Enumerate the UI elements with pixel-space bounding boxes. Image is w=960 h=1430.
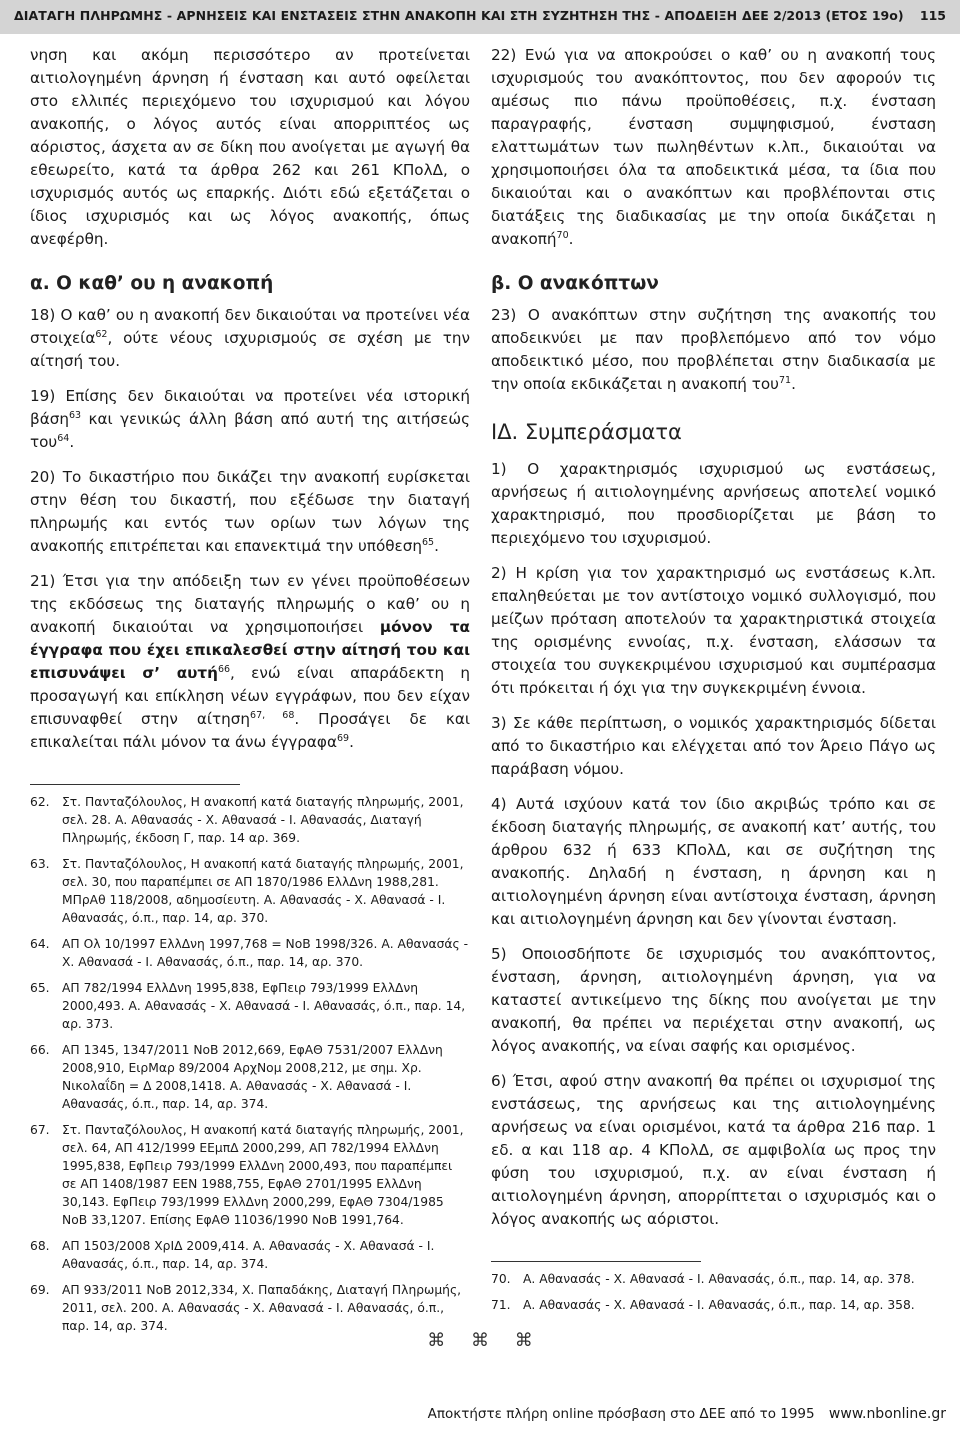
footer-text: Αποκτήστε πλήρη online πρόσβαση στο ΔΕΕ από το 1995	[427, 1406, 815, 1422]
section-ornaments	[0, 1330, 960, 1351]
p23-text: 23) Ο ανακόπτων στην συζήτηση της ανακοπής του αποδεικνύει με παν προβλεπόμενο από τον νόμο αποδεικτικό μέσο, που προβλέπεται στην διαδικασία με την οποία εκδικάζεται η ανακοπή του	[491, 306, 936, 393]
footnote	[30, 793, 470, 847]
conclusion-3: 3) Σε κάθε περίπτωση, ο νομικός χαρακτηρισμός δίδεται από το δικαστήριο και ελέγχεται από τον Άρειο Πάγο ως παράβαση νόμου.	[491, 714, 936, 778]
footnote	[30, 1237, 470, 1273]
footnote-divider	[491, 1261, 701, 1262]
p22-end: .	[568, 230, 574, 248]
paragraph-18	[30, 304, 470, 373]
footnote-ref-64[interactable]: 64	[57, 432, 70, 444]
footnotes-left	[30, 793, 470, 1335]
footnote-ref-62[interactable]: 62	[95, 328, 108, 340]
paragraph-22	[491, 44, 936, 251]
footnote-divider	[30, 784, 240, 785]
footnote-number: 70.	[491, 1272, 511, 1286]
paragraph-20	[30, 466, 470, 558]
footnote-ref-67-68[interactable]: 67, 68	[250, 709, 295, 721]
p19-text: 19) Επίσης δεν δικαιούται να προτείνει νέα ιστορική βάση	[30, 387, 470, 428]
conclusions-heading: ΙΔ. Συμπεράσματα	[491, 420, 682, 444]
footer-promo	[428, 1406, 946, 1422]
p20-end: .	[434, 537, 439, 555]
p22-text: 22) Ενώ για να αποκρούσει ο καθ’ ου η ανακοπή τους ισχυρισμούς του ανακόπτοντος, που δεν αφορούν τις αμέσως πιο πάνω προϋποθέσεις, π.χ. ένσταση παραγραφής, ένσταση συμψηφισμού, ένσταση ελαττωμάτων των πωληθέντων κ.λπ., δικαιούται να χρησιμοποιήσει όλα τα αποδεικτικά μέσα, τα ίδια που δικαιούται και ο ανακόπτων και προβλέπονται στις διατάξεις της διαδικασίας με την οποία δικάζεται η ανακοπή	[491, 46, 936, 248]
footnote-ref-66[interactable]: 66	[217, 663, 231, 675]
footnote-number: 62.	[30, 795, 50, 809]
p19-end: .	[69, 433, 75, 451]
conclusion-6: 6) Έτσι, αφού στην ανακοπή θα πρέπει οι ισχυρισμοί της ενστάσεως, της αρνήσεως και της αιτιολογημένης αρνήσεως να είναι ορισμένοι, κατά τα άρθρα 216 παρ. 1 εδ. α και 118 αρ. 4 ΚΠολΔ, σε αμφιβολία ως προς την φύση του ισχυρισμού, π.χ. αν είναι ένσταση ή αιτιολογημένη άρνηση, απορρίπτεται ο ισχυρισμός και ο λόγος ανακοπής ως αόριστοι.	[491, 1072, 936, 1228]
conclusion-1: 1) Ο χαρακτηρισμός ισχυρισμού ως ενστάσεως, αρνήσεως ή αιτιολογημένης αρνήσεως αποτελεί νομικό χαρακτηρισμό, που προσδιορίζεται με βάση το περιεχόμενο του ισχυρισμού.	[491, 460, 936, 547]
left-column	[30, 44, 470, 1343]
footnote	[30, 979, 470, 1033]
footnote-text: Στ. Πανταζόλουλος, Η ανακοπή κατά διαταγής πληρωμής, 2001, σελ. 64, ΑΠ 412/1999 ΕΕμπΔ 2000,299, ΑΠ 782/1994 ΕλλΔνη 1995,838, ΕφΠειρ 793/1999 ΕλλΔνη 2000,493, που παραπέμπει σε ΑΠ 1408/1987 ΕΕΝ 1988,755, ΕφΑΘ 2701/1995 ΕλλΔνη 30,143. ΕφΠειρ 793/1999 ΕλλΔνη 2000,299, ΕφΑΘ 7304/1985 ΝοΒ 33,1207. Επίσης ΕφΑΘ 11036/1990 ΝοΒ 1991,764.	[62, 1123, 464, 1227]
p23-end: .	[791, 375, 796, 393]
footnote-number: 66.	[30, 1043, 50, 1057]
footnote	[491, 1270, 936, 1288]
ornament-icon: ⌘	[514, 1330, 533, 1351]
heading-b: β. Ο ανακόπτων	[491, 273, 659, 294]
p18-text: 18) Ο καθ’ ου η ανακοπή δεν δικαιούται να προτείνει νέα στοιχεία	[30, 306, 470, 347]
footnote-ref-71[interactable]: 71	[778, 374, 792, 386]
footnote	[491, 1296, 936, 1314]
p21-text-c: , ενώ είναι απαράδεκτη η προσαγωγή και επίκληση νέων εγγράφων, που δεν είχαν επισυναφθεί στην αίτηση	[30, 664, 470, 728]
footnote-text: ΑΠ 933/2011 ΝοΒ 2012,334, Χ. Παπαδάκης, Διαταγή Πληρωμής, 2011, σελ. 200. Α. Αθανασάς - Χ. Αθανασά - Ι. Αθανασάς, ό.π., παρ. 14, αρ. 374.	[62, 1283, 462, 1333]
running-header	[0, 0, 960, 34]
p21-text-e: .	[349, 733, 354, 751]
footnote-number: 64.	[30, 937, 50, 951]
footnote-text: ΑΠ 782/1994 ΕλλΔνη 1995,838, ΕφΠειρ 793/1999 ΕλλΔνη 2000,493. Α. Αθανασάς - Χ. Αθανασά - Ι. Αθανασάς, ό.π., παρ. 14, αρ. 373.	[62, 981, 466, 1031]
paragraph-19	[30, 385, 470, 454]
footnote-ref-65[interactable]: 65	[422, 536, 435, 548]
footnote-ref-70[interactable]: 70	[556, 229, 569, 241]
footnote-text: Α. Αθανασάς - Χ. Αθανασά - Ι. Αθανασάς, ό.π., παρ. 14, αρ. 378.	[523, 1272, 915, 1286]
footnote	[30, 855, 470, 927]
footnote-text: Στ. Πανταζόλουλος, Η ανακοπή κατά διαταγής πληρωμής, 2001, σελ. 30, που παραπέμπει σε ΑΠ 1870/1986 ΕλλΔνη 1988,281. ΜΠρΑθ 118/2008, αδημοσίευτη. Α. Αθανασάς - Χ. Αθανασά - Ι. Αθανασάς, ό.π., παρ. 14, αρ. 370.	[62, 857, 464, 925]
footnote-number: 68.	[30, 1239, 50, 1253]
header-issue: ΔΕΕ 2/2013 (ΕΤΟΣ 19ο)	[742, 8, 904, 23]
footnote	[30, 935, 470, 971]
p19-mid: και γενικώς άλλη βάση από αυτή της αιτήσεώς του	[30, 410, 470, 451]
paragraph-23	[491, 304, 936, 396]
footnote-text: ΑΠ Ολ 10/1997 ΕλλΔνη 1997,768 = ΝοΒ 1998/326. Α. Αθανασάς - Χ. Αθανασά - Ι. Αθανασάς, ό.π., παρ. 14, αρ. 370.	[62, 937, 469, 969]
conclusion-4: 4) Αυτά ισχύουν κατά τον ίδιο ακριβώς τρόπο και σε έκδοση διαταγής πληρωμής, σε ανακοπή κατ’ αυτής, του άρθρου 632 ή 633 ΚΠολΔ, και σε συζήτηση της ανακοπής. Δηλαδή η ένσταση, η άρνηση και η αιτιολογημένη άρνηση είναι αντίστοιχα ένσταση, άρνηση και αιτιολογημένη άρνηση και δεν γίνονται ένσταση.	[491, 795, 936, 928]
footer-site-link[interactable]: www.nbonline.gr	[828, 1406, 946, 1422]
footnote-number: 69.	[30, 1283, 50, 1297]
p20-text: 20) Το δικαστήριο που δικάζει την ανακοπή ευρίσκεται στην θέση του δικαστή, που εξέδωσε την διαταγή πληρωμής και εντός των ορίων των λόγων της ανακοπής επιτρέπεται και επανεκτιμά την υπόθεση	[30, 468, 470, 555]
footnote-number: 63.	[30, 857, 50, 871]
ornament-icon: ⌘	[471, 1330, 489, 1351]
ornament-icon: ⌘	[427, 1330, 446, 1351]
footnote-text: ΑΠ 1503/2008 ΧρΙΔ 2009,414. Α. Αθανασάς - Χ. Αθανασά - Ι. Αθανασάς, ό.π., παρ. 14, αρ. 374.	[62, 1239, 435, 1271]
p18-end: , ούτε νέους ισχυρισμούς σε σχέση με την αίτησή του.	[30, 329, 470, 370]
conclusion-5: 5) Οποιοσδήποτε δε ισχυρισμός του ανακόπτοντος, ένσταση, άρνηση, αιτιολογημένη άρνηση, για να καταστεί αντικείμενο της δίκης που ανοίγεται με την ανακοπή, θα πρέπει να περιέχεται στην ανακοπή, ως λόγος ανακοπής, να είναι σαφής και ορισμένος.	[491, 945, 936, 1055]
footnote-number: 67.	[30, 1123, 50, 1137]
footnote-text: Στ. Πανταζόλουλος, Η ανακοπή κατά διαταγής πληρωμής, 2001, σελ. 28. Α. Αθανασάς - Χ. Αθανασά - Ι. Αθανασάς, Διαταγή Πληρωμής, έκδοση Γ, παρ. 14 αρ. 369.	[62, 795, 464, 845]
paragraph-21	[30, 570, 470, 754]
footnotes-right	[491, 1270, 936, 1314]
right-column	[491, 44, 936, 1322]
p21-text-d: . Προσάγει δε και επικαλείται πάλι μόνον τα άνω έγγραφα	[30, 710, 471, 751]
intro-paragraph: νηση και ακόμη περισσότερο αν προτείνεται αιτιολογημένη άρνηση ή ένσταση και αυτό οφείλεται στο ελλιπές περιεχόμενο του ισχυρισμού και λόγου ανακοπής, ο λόγος αυτός είναι απορριπτέος ως αόριστος, άσχετα αν σε δίκη που ανοίγεται με αγωγή θα εθεωρείτο, κατά τα άρθρα 262 και 261 ΚΠολΔ, ο ισχυρισμός αυτός ως επαρκής. Διότι εδώ εξετάζεται ο ίδιος ισχυρισμός και ως λόγος ανακοπής, όπως ανεφέρθη.	[30, 46, 470, 248]
p21-emphasis: μόνον τα έγγραφα που έχει επικαλεσθεί στην αίτησή του και επισυνάψει σ’ αυτή	[30, 618, 470, 682]
conclusion-2: 2) Η κρίση για τον χαρακτηρισμό ως ενστάσεως κ.λπ. επαληθεύεται με τον αντίστοιχο νομικό συλλογισμό, που μείζων πρόταση αποτελούν τα χαρακτηριστικά στοιχεία της ορισμένης εννοίας, π.χ. ένσταση, ελάσσων τα στοιχεία του συγκεκριμένου ισχυρισμού και συμπέρασμα ότι πρόκειται ή όχι για την συγκεκριμένη έννοια.	[491, 564, 936, 697]
header-right	[730, 8, 946, 23]
footnote	[30, 1281, 470, 1335]
footnote	[30, 1041, 470, 1113]
footnote-number: 65.	[30, 981, 50, 995]
page-number: 115	[919, 8, 946, 23]
heading-a: α. Ο καθ’ ου η ανακοπή	[30, 273, 274, 294]
footnote-text: ΑΠ 1345, 1347/2011 ΝοΒ 2012,669, ΕφΑΘ 7531/2007 ΕλλΔνη 2008,910, ΕιρΜαρ 89/2004 ΑρχΝομ 2008,212, με σημ. Χρ. Νικολαΐδη = Δ 2008,1418. Α. Αθανασάς - Χ. Αθανασά - Ι. Αθανασάς, ό.π., παρ. 14, αρ. 374.	[62, 1043, 443, 1111]
footnote-ref-69[interactable]: 69	[336, 732, 350, 744]
footnote	[30, 1121, 470, 1229]
footnote-number: 71.	[491, 1298, 511, 1312]
p21-text-a: 21) Έτσι για την απόδειξη των εν γένει προϋποθέσεων της εκδόσεως της διαταγής πληρωμής ο καθ’ ου η ανακοπή δικαιούται να χρησιμοποιήσει	[30, 572, 470, 636]
footnote-text: Α. Αθανασάς - Χ. Αθανασά - Ι. Αθανασάς, ό.π., παρ. 14, αρ. 358.	[523, 1298, 915, 1312]
footnote-ref-63[interactable]: 63	[68, 409, 82, 421]
header-title: ΔΙΑΤΑΓΗ ΠΛΗΡΩΜΗΣ - ΑΡΝΗΣΕΙΣ ΚΑΙ ΕΝΣΤΑΣΕΙΣ ΣΤΗΝ ΑΝΑΚΟΠΗ ΚΑΙ ΣΤΗ ΣΥΖΗΤΗΣΗ ΤΗΣ - ΑΠΟΔΕΙΞΗ	[14, 8, 738, 23]
